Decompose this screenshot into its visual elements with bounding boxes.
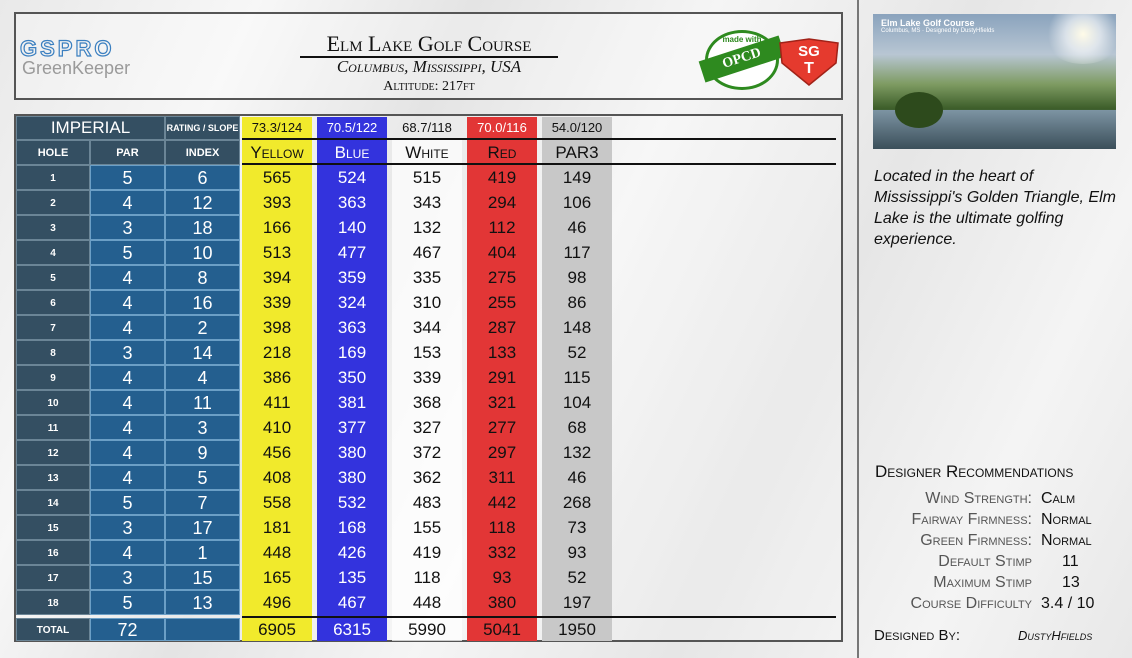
hole-par: 3: [90, 515, 165, 540]
hole-number: 12: [16, 440, 90, 465]
hole-yardage-white: 118: [413, 568, 441, 587]
tee-rating-blue: 70.5/122: [317, 117, 387, 138]
hole-yardage-red: 442: [487, 493, 517, 512]
hole-index: 16: [165, 290, 240, 315]
hole-yardage-yellow: 411: [263, 393, 291, 412]
hole-yardage-par3: 117: [563, 243, 591, 262]
hole-yardage-yellow: 513: [262, 243, 292, 262]
hole-par: 4: [90, 190, 165, 215]
hole-par: 5: [90, 165, 165, 190]
hole-yardage-par3: 93: [567, 543, 587, 562]
hole-par: 4: [90, 465, 165, 490]
recommendation-label: Default Stimp: [938, 553, 1032, 570]
tee-name-red: Red: [487, 143, 517, 162]
tee-total-white: 5990: [408, 620, 446, 639]
tee-name-par3: PAR3: [555, 143, 599, 162]
hole-par: 4: [90, 390, 165, 415]
hole-number: 5: [16, 265, 90, 290]
hole-par: 4: [90, 315, 165, 340]
hole-par: 5: [90, 490, 165, 515]
course-altitude: Altitude: 217ft: [383, 79, 475, 94]
hole-index: 2: [165, 315, 240, 340]
hole-yardage-red: 321: [487, 393, 517, 412]
course-title: Elm Lake Golf Course: [300, 32, 558, 58]
total-index-blank: [165, 618, 240, 641]
hole-index: 7: [165, 490, 240, 515]
hole-yardage-blue: 532: [337, 493, 367, 512]
recommendation-value: Normal: [1041, 532, 1092, 549]
hole-number: 13: [16, 465, 90, 490]
hole-yardage-red: 133: [487, 343, 517, 362]
opcd-badge-top: made with: [722, 35, 762, 44]
hole-index: 3: [165, 415, 240, 440]
hole-index: 13: [165, 590, 240, 615]
recommendation-label: Fairway Firmness:: [911, 511, 1032, 528]
hole-yardage-blue: 140: [337, 218, 367, 237]
hole-yardage-blue: 381: [337, 393, 367, 412]
hole-yardage-par3: 46: [567, 218, 587, 237]
hole-yardage-white: 327: [412, 418, 442, 437]
photo-tree: [895, 92, 943, 128]
hole-index: 14: [165, 340, 240, 365]
tee-rating-red: 70.0/116: [467, 117, 537, 138]
hole-yardage-red: 404: [487, 243, 517, 262]
hole-yardage-red: 297: [487, 443, 517, 462]
hole-number: 1: [16, 165, 90, 190]
photo-sun: [1043, 14, 1116, 64]
unit-label: IMPERIAL: [16, 116, 165, 140]
hole-yardage-red: 275: [487, 268, 517, 287]
total-label: TOTAL: [16, 618, 90, 641]
hole-yardage-red: 112: [488, 218, 516, 237]
recommendation-value: 3.4 / 10: [1041, 595, 1095, 612]
tee-name-blue: Blue: [334, 143, 370, 162]
hole-yardage-white: 155: [412, 518, 442, 537]
hole-yardage-par3: 106: [562, 193, 592, 212]
photo-subtitle: Columbus, MS · Designed by DustyHfields: [881, 28, 995, 34]
hole-yardage-red: 380: [487, 593, 517, 612]
course-location: Columbus, Mississippi, USA: [336, 57, 522, 76]
hole-yardage-par3: 148: [562, 318, 592, 337]
hole-yardage-par3: 268: [562, 493, 592, 512]
rating-slope-label: RATING / SLOPE: [165, 116, 240, 140]
hole-yardage-yellow: 448: [262, 543, 292, 562]
hole-yardage-par3: 46: [567, 468, 587, 487]
tee-name-yellow: Yellow: [250, 143, 304, 162]
hole-index: 11: [165, 390, 240, 415]
gspro-logo: GSPRO: [20, 36, 115, 61]
hole-yardage-blue: 350: [337, 368, 367, 387]
hole-par: 5: [90, 240, 165, 265]
hole-number: 11: [16, 415, 90, 440]
recommendation-value: 13: [1062, 574, 1080, 591]
tee-total-red: 5041: [483, 620, 521, 639]
hole-yardage-yellow: 181: [262, 518, 292, 537]
recommendation-label: Green Firmness:: [920, 532, 1032, 549]
hole-par: 3: [90, 340, 165, 365]
hole-number: 4: [16, 240, 90, 265]
recommendation-label: Maximum Stimp: [933, 574, 1032, 591]
hole-index: 15: [165, 565, 240, 590]
hole-number: 17: [16, 565, 90, 590]
hole-yardage-yellow: 565: [262, 168, 292, 187]
hole-column-header: HOLE: [16, 140, 90, 165]
designer-name: DustyHfields: [1018, 628, 1093, 643]
hole-yardage-yellow: 410: [262, 418, 292, 437]
index-column-header: INDEX: [165, 140, 240, 165]
hole-index: 9: [165, 440, 240, 465]
hole-yardage-red: 311: [488, 468, 516, 487]
hole-number: 16: [16, 540, 90, 565]
designer-label: Designed By:: [874, 627, 961, 644]
hole-par: 4: [90, 265, 165, 290]
hole-yardage-par3: 52: [567, 568, 587, 587]
hole-index: 10: [165, 240, 240, 265]
sgt-badge-top: SG: [798, 43, 820, 60]
hole-index: 4: [165, 365, 240, 390]
hole-yardage-blue: 426: [337, 543, 367, 562]
hole-yardage-white: 344: [412, 318, 442, 337]
hole-index: 6: [165, 165, 240, 190]
panel-divider: [857, 0, 859, 658]
hole-yardage-blue: 467: [337, 593, 367, 612]
hole-yardage-yellow: 398: [262, 318, 292, 337]
hole-yardage-par3: 132: [562, 443, 592, 462]
hole-yardage-white: 372: [412, 443, 442, 462]
hole-yardage-yellow: 386: [262, 368, 292, 387]
hole-yardage-yellow: 166: [262, 218, 292, 237]
hole-yardage-blue: 324: [337, 293, 367, 312]
hole-par: 5: [90, 590, 165, 615]
hole-yardage-par3: 52: [567, 343, 587, 362]
hole-index: 1: [165, 540, 240, 565]
hole-yardage-red: 291: [487, 368, 517, 387]
hole-yardage-par3: 98: [567, 268, 587, 287]
hole-number: 2: [16, 190, 90, 215]
hole-yardage-red: 419: [487, 168, 517, 187]
hole-number: 3: [16, 215, 90, 240]
hole-yardage-red: 255: [487, 293, 517, 312]
hole-yardage-blue: 363: [337, 318, 367, 337]
hole-par: 4: [90, 415, 165, 440]
hole-number: 18: [16, 590, 90, 615]
recommendation-value: 11: [1062, 553, 1079, 570]
hole-yardage-white: 310: [412, 293, 442, 312]
hole-number: 7: [16, 315, 90, 340]
hole-yardage-red: 294: [487, 193, 517, 212]
hole-yardage-blue: 524: [337, 168, 367, 187]
hole-yardage-red: 277: [487, 418, 517, 437]
tee-rating-par3: 54.0/120: [542, 117, 612, 138]
hole-yardage-white: 132: [412, 218, 442, 237]
hole-yardage-par3: 86: [567, 293, 587, 312]
hole-yardage-white: 483: [412, 493, 442, 512]
hole-yardage-red: 287: [487, 318, 517, 337]
hole-number: 9: [16, 365, 90, 390]
recommendations-title: Designer Recommendations: [875, 462, 1074, 481]
hole-par: 4: [90, 365, 165, 390]
tee-name-white: White: [405, 143, 449, 162]
hole-yardage-blue: 363: [337, 193, 367, 212]
hole-number: 8: [16, 340, 90, 365]
hole-par: 3: [90, 215, 165, 240]
hole-yardage-blue: 359: [337, 268, 367, 287]
tee-rating-white: 68.7/118: [402, 120, 452, 135]
tee-total-blue: 6315: [333, 620, 371, 639]
tee-total-par3: 1950: [558, 620, 596, 639]
course-description: Located in the heart of Mississippi's Golden Triangle, Elm Lake is the ultimate golfing experience.: [874, 168, 1116, 248]
hole-yardage-yellow: 408: [262, 468, 292, 487]
hole-yardage-blue: 380: [337, 468, 367, 487]
hole-index: 5: [165, 465, 240, 490]
hole-yardage-yellow: 496: [262, 593, 292, 612]
hole-yardage-yellow: 339: [262, 293, 292, 312]
hole-yardage-red: 118: [488, 518, 516, 537]
hole-yardage-white: 153: [412, 343, 442, 362]
hole-number: 10: [16, 390, 90, 415]
hole-yardage-white: 467: [412, 243, 442, 262]
tee-rating-yellow: 73.3/124: [242, 117, 312, 138]
total-par: 72: [90, 618, 165, 641]
hole-yardage-par3: 73: [567, 518, 587, 537]
recommendation-label: Wind Strength:: [925, 490, 1032, 507]
hole-yardage-par3: 115: [563, 368, 591, 387]
hole-yardage-par3: 197: [562, 593, 592, 612]
hole-par: 4: [90, 290, 165, 315]
hole-yardage-yellow: 165: [262, 568, 292, 587]
hole-yardage-blue: 377: [337, 418, 367, 437]
hole-yardage-yellow: 558: [262, 493, 292, 512]
hole-yardage-yellow: 393: [262, 193, 292, 212]
hole-yardage-red: 93: [492, 568, 512, 587]
sgt-badge-bottom: T: [804, 60, 814, 77]
recommendation-value: Calm: [1041, 490, 1076, 507]
hole-yardage-white: 335: [412, 268, 442, 287]
recommendation-value: Normal: [1041, 511, 1092, 528]
hole-index: 12: [165, 190, 240, 215]
hole-yardage-par3: 149: [562, 168, 592, 187]
hole-yardage-red: 332: [487, 543, 517, 562]
hole-yardage-white: 368: [412, 393, 442, 412]
photo-title: Elm Lake Golf Course: [881, 18, 975, 28]
hole-yardage-blue: 168: [337, 518, 367, 537]
hole-yardage-yellow: 218: [262, 343, 292, 362]
hole-yardage-yellow: 456: [262, 443, 292, 462]
hole-number: 6: [16, 290, 90, 315]
hole-yardage-white: 339: [412, 368, 442, 387]
hole-par: 4: [90, 440, 165, 465]
hole-yardage-white: 419: [412, 543, 442, 562]
hole-yardage-blue: 477: [337, 243, 367, 262]
par-column-header: PAR: [90, 140, 165, 165]
hole-yardage-white: 515: [412, 168, 442, 187]
hole-number: 15: [16, 515, 90, 540]
hole-yardage-blue: 135: [337, 568, 367, 587]
hole-yardage-white: 362: [412, 468, 442, 487]
tee-total-yellow: 6905: [258, 620, 296, 639]
hole-yardage-white: 448: [412, 593, 442, 612]
hole-yardage-white: 343: [412, 193, 442, 212]
hole-index: 17: [165, 515, 240, 540]
hole-index: 8: [165, 265, 240, 290]
opcd-badge-label: OPCD: [699, 36, 786, 83]
hole-index: 18: [165, 215, 240, 240]
hole-par: 3: [90, 565, 165, 590]
tee-header-top-line: [242, 138, 836, 140]
hole-yardage-yellow: 394: [262, 268, 292, 287]
sgt-badge-icon: [778, 37, 840, 87]
hole-yardage-par3: 104: [562, 393, 592, 412]
hole-number: 14: [16, 490, 90, 515]
greenkeeper-logo: GreenKeeper: [22, 58, 131, 78]
recommendation-label: Course Difficulty: [910, 595, 1032, 612]
course-photo: [873, 14, 1116, 149]
hole-yardage-blue: 169: [337, 343, 367, 362]
hole-par: 4: [90, 540, 165, 565]
hole-yardage-par3: 68: [567, 418, 587, 437]
hole-yardage-blue: 380: [337, 443, 367, 462]
